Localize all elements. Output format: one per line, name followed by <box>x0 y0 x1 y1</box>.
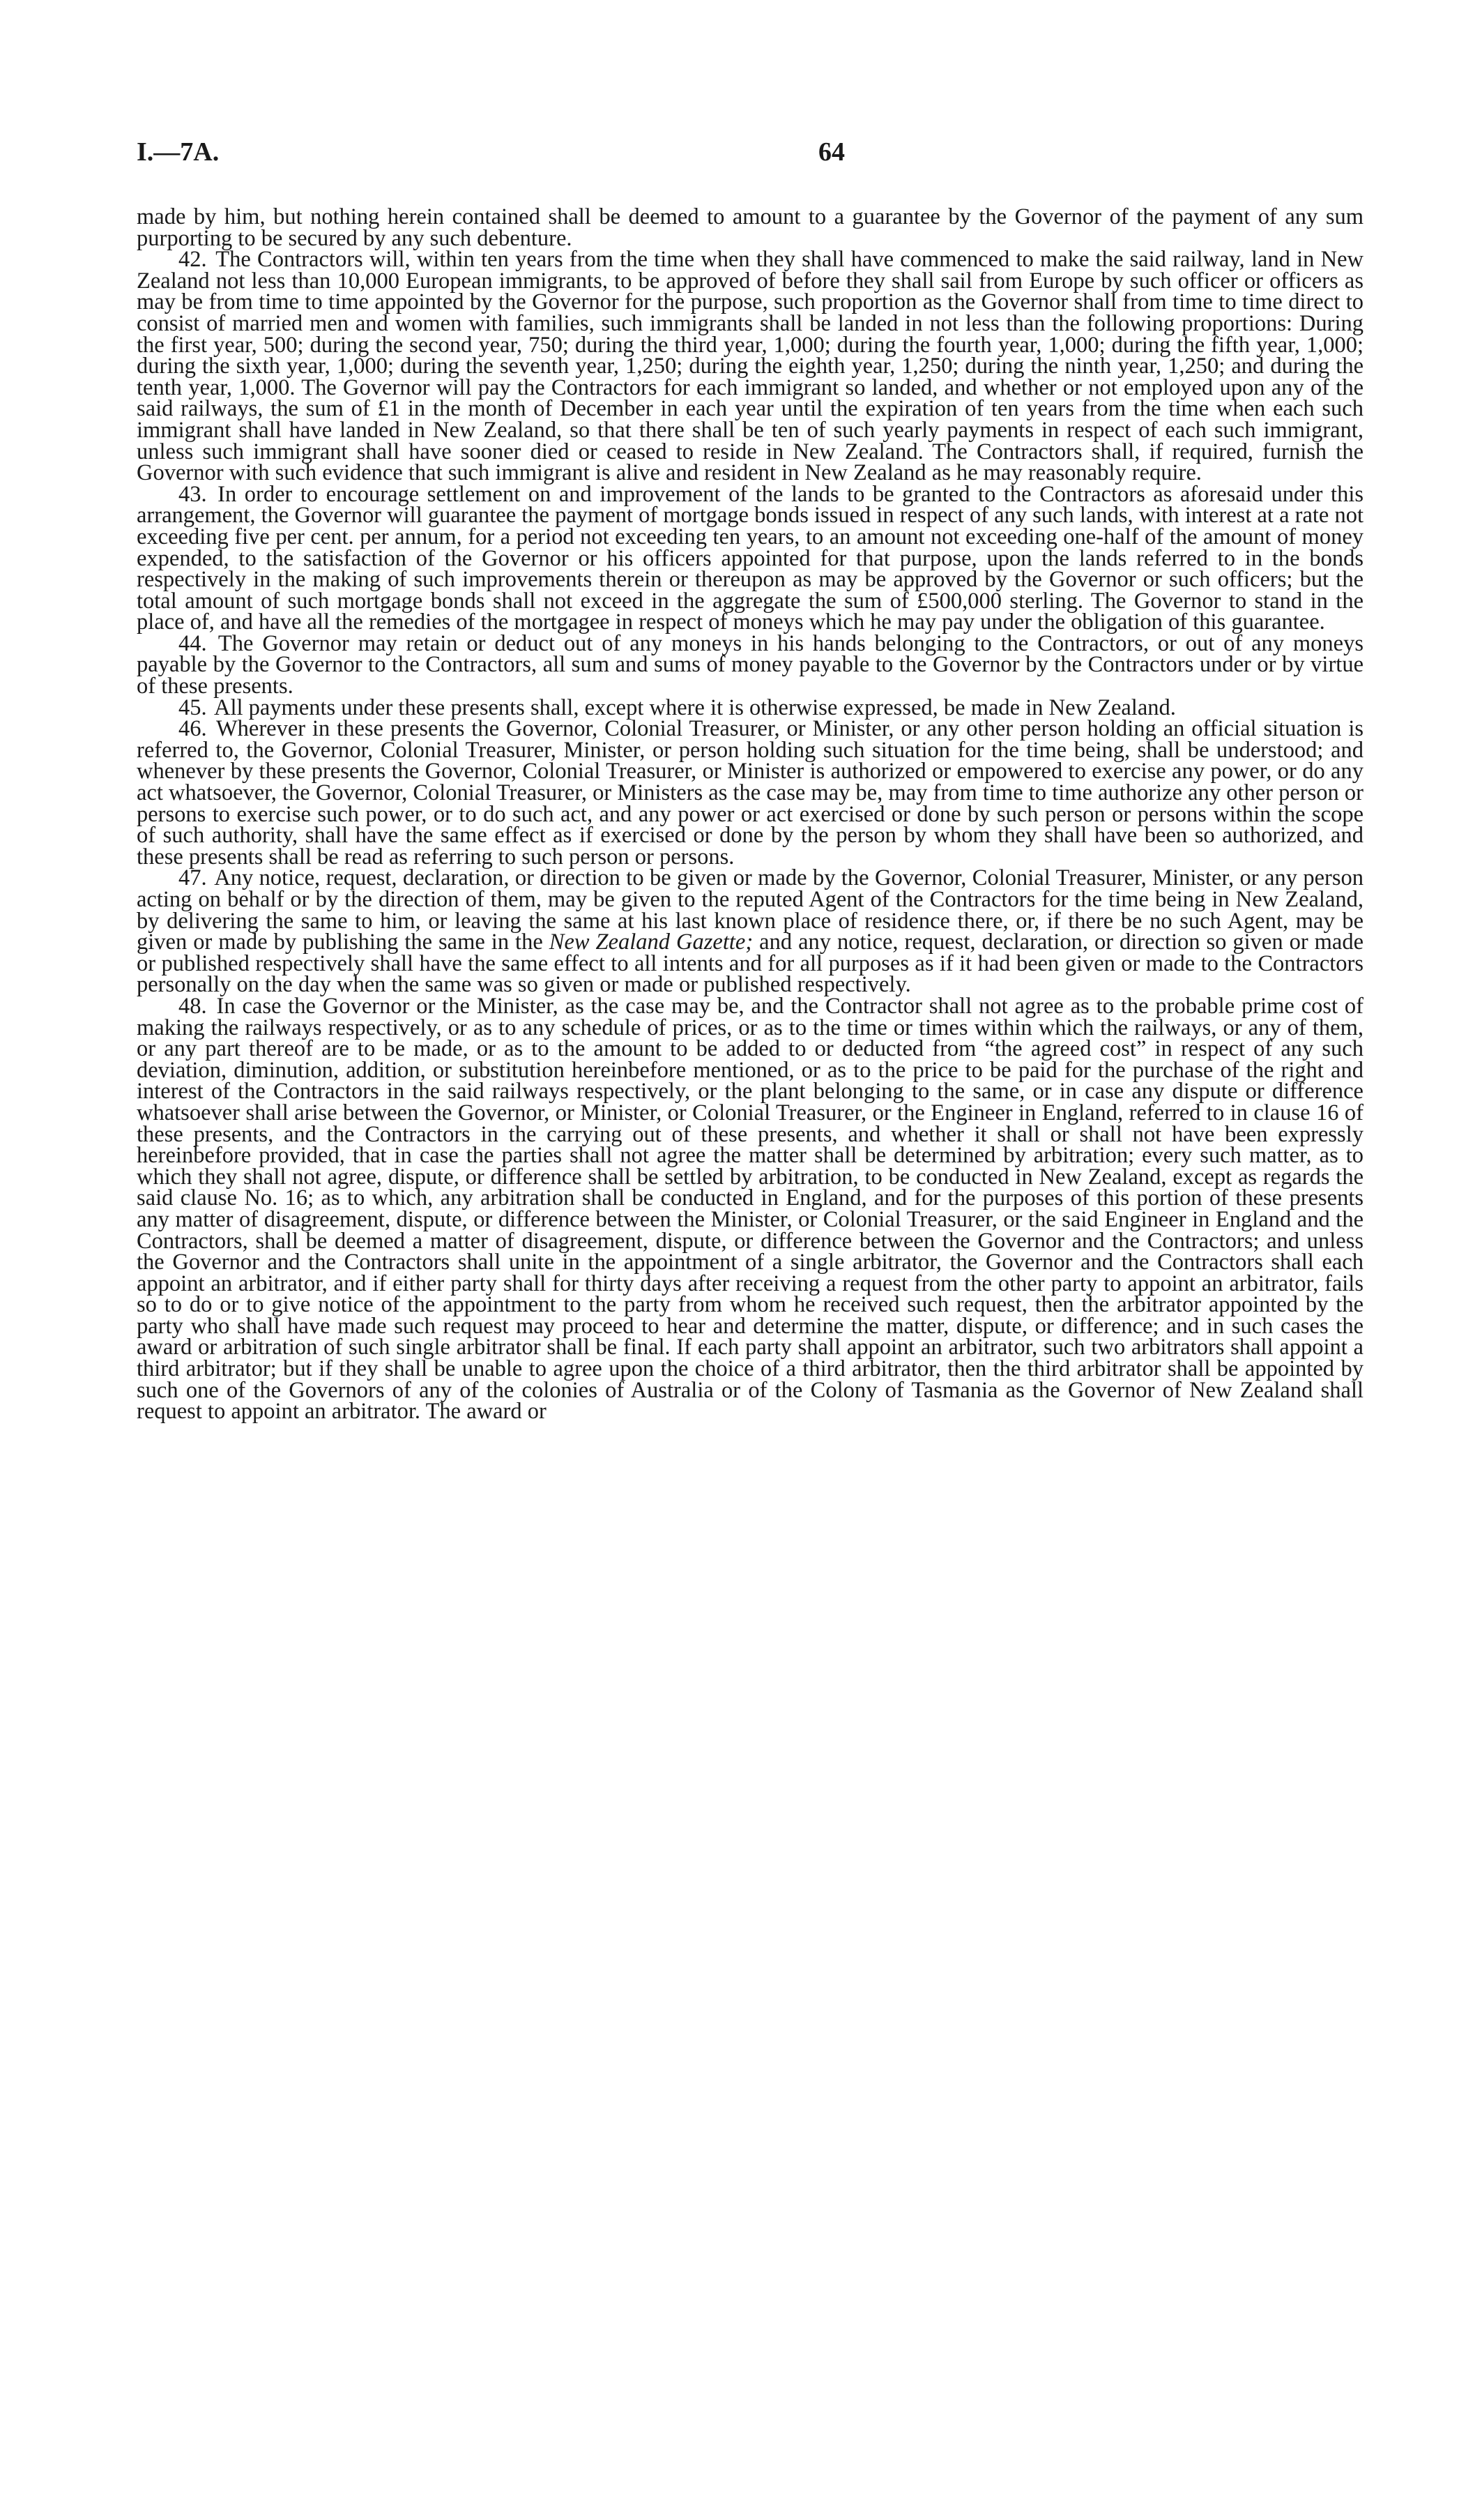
clause-number: 46. <box>178 716 207 742</box>
clause-text: In order to encourage settlement on and improvement of the lands to be granted to the Contractors as aforesaid under this arrangement, the Governor will guarantee the payment of mortgage bonds issued in respect of any such lands, with interest at a rate not exceeding five per cent. per annum, for a period not exceeding ten years, to an amount not exceeding one-half of the amount of money expended, to the satisfaction of the Governor or his officers appointed for that purpose, upon the lands referred to in the bonds respectively in the making of such improvements therein or thereupon as may be approved by the Governor or such officers; but the total amount of such mortgage bonds shall not exceed in the aggregate the sum of £500,000 sterling. The Governor to stand in the place of, and have all the remedies of the mortgagee in respect of moneys which he may pay under the obligation of this guarantee. <box>137 481 1363 635</box>
document-reference: I.—7A. <box>137 137 220 167</box>
clause-43 <box>137 481 1363 635</box>
gazette-title: New Zealand Gazette; <box>549 929 754 955</box>
clause-text: The Governor may retain or deduct out of any moneys in his hands belonging to the Contractors, or out of any moneys payable by the Governor to the Contractors, all sum and sums of money payable to the Governor by the Contractors under or by virtue of these presents. <box>137 630 1363 699</box>
clause-42 <box>137 249 1363 484</box>
clause-48 <box>137 993 1364 1425</box>
clause-text: In case the Governor or the Minister, as the case may be, and the Contractor shall not agree as to the probable prime cost of making the railways respectively, or as to any schedule of prices, or as to the time or times within which the railways, or any of them, or any part thereof are to be made, or as to the amount to be added to or deducted from “the agreed cost” in respect of any such deviation, diminution, addition, or substitution hereinbefore mentioned, or as to the price to be paid for the purchase of the right and interest of the Contractors in the said railways respectively, or the plant belonging to the same, or in case any dispute or difference whatsoever shall arise between the Governor, or Minister, or Colonial Treasurer, or the Engineer in England, referred to in clause 16 of these presents, and the Contractors in the carrying out of these presents, and whether it shall or shall not have been expressly hereinbefore provided, that in case the parties shall not agree the matter shall be determined by arbitration; every such matter, as to which they shall not agree, dispute, or difference shall be settled by arbitration, to be conducted in New Zealand, except as regards the said clause No. 16; as to which, any arbitration shall be conducted in England, and for the purposes of this portion of these presents any matter of disagreement, dispute, or difference between the Minister, or Colonial Treasurer, or the said Engineer in England and the Contractors, shall be deemed a matter of disagreement, dispute, or difference between the Governor and the Contractors; and unless the Governor and the Contractors shall unite in the appointment of a single arbitrator, the Governor and the Contractors shall each appoint an arbitrator, and if either party shall for thirty days after receiving a request from the other party to appoint an arbitrator, fails so to do or to give notice of the appointment to the party from whom he received such request, then the arbitrator appointed by the party who shall have made such request may proceed to hear and determine the matter, dispute, or difference; and in such cases the award or arbitration of such single arbitrator shall be final. If each party shall appoint an arbitrator, such two arbitrators shall appoint a third arbitrator; but if they shall be unable to agree upon the choice of a third arbitrator, then the third arbitrator shall be appointed by such one of the Governors of any of the colonies of Australia or of the Colony of Tasmania as the Governor of New Zealand shall request to appoint an arbitrator. The award or <box>137 993 1364 1425</box>
page-header <box>137 137 1363 179</box>
clause-text: All payments under these presents shall, except where it is otherwise expressed, be made in New Zealand. <box>213 694 1176 720</box>
document-body <box>137 204 1364 1425</box>
continuation-paragraph: made by him, but nothing herein contained shall be deemed to amount to a guarantee by the Governor of the payment of any sum purporting to be secured by any such debenture. <box>137 204 1363 251</box>
clause-text: The Contractors will, within ten years from the time when they shall have commenced to make the said railway, land in New Zealand not less than 10,000 European immigrants, to be approved of before they shall sail from Europe by such officer or officers as may be from time to time appointed by the Governor for the purpose, such proportion as the Governor shall from time to time direct to consist of married men and women with families, such immigrants shall be landed in not less than the following proportions: During the first year, 500; during the second year, 750; during the third year, 1,000; during the fourth year, 1,000; during the fifth year, 1,000; during the sixth year, 1,000; during the seventh year, 1,250; during the eighth year, 1,250; during the ninth year, 1,250; and during the tenth year, 1,000. The Governor will pay the Contractors for each immigrant so landed, and whether or not employed upon any of the said railways, the sum of £1 in the month of December in each year until the expiration of ten years from the time when each such immigrant shall have landed in New Zealand, so that there shall be ten of such yearly payments in respect of each such immigrant, unless such immigrant shall have sooner died or ceased to reside in New Zealand. The Contractors shall, if required, furnish the Governor with such evidence that such immigrant is alive and resident in New Zealand as he may reasonably require. <box>137 247 1363 486</box>
clause-number: 48. <box>178 993 207 1019</box>
clause-46 <box>137 716 1364 870</box>
clause-number: 43. <box>178 481 207 507</box>
clause-45 <box>137 694 1363 720</box>
clause-text-before: Any notice, request, declaration, or direction to be given or made by the Governor, Colonial Treasurer, Minister, or any person acting on behalf or by the direction of them, may be given to the reputed Agent of the Contractors for the time being in New Zealand, by delivering the same to him, or leaving the same at his last known place of residence there, or, if there be no such Agent, may be given or made by publishing the same in the <box>137 865 1363 955</box>
clause-number: 42. <box>178 247 207 273</box>
clause-number: 45. <box>178 694 207 720</box>
clause-text: Wherever in these presents the Governor, Colonial Treasurer, or Minister, or any other person holding an official situation is referred to, the Governor, Colonial Treasurer, Minister, or person holding such situation for the time being, shall be understood; and whenever by these presents the Governor, Colonial Treasurer, or Minister is authorized or empowered to exercise any power, or do any act whatsoever, the Governor, Colonial Treasurer, or Ministers as the case may be, may from time to time authorize any other person or persons to exercise such power, or to do such act, and any power or act exercised or done by such person or persons within the scope of such authority, shall have the same effect as if exercised or done by the person by whom they shall have been so authorized, and these presents shall be read as referring to such person or persons. <box>137 716 1364 870</box>
clause-47 <box>137 867 1363 996</box>
clause-number: 47. <box>178 865 207 891</box>
clause-number: 44. <box>178 630 207 656</box>
clause-44 <box>137 630 1363 699</box>
clause-text-after: and any notice, request, declaration, or direction so given or made or published respectively shall have the same effect to all intents and for all purposes as if it had been given or made to the Contractors personally on the day when the same was so given or made or published respectively. <box>137 929 1364 998</box>
page-number: 64 <box>818 137 845 167</box>
